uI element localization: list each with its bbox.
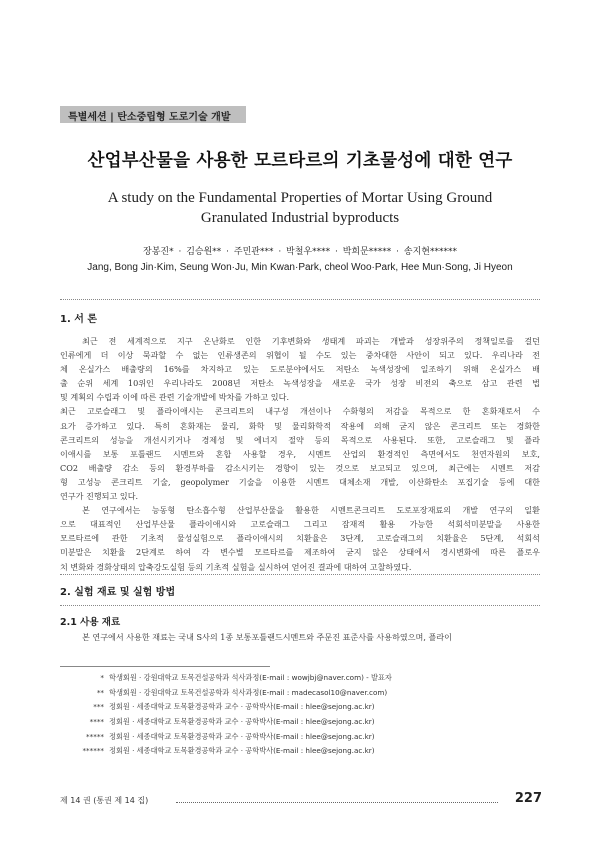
footnote-divider bbox=[60, 666, 270, 667]
section-tag-label: 특별세션 | 탄소중립형 도로기술 개발 bbox=[68, 112, 231, 123]
body-line: 이애시를 보통 포틀랜드 시멘트와 혼합 사용할 경우, 시멘트 산업의 환경적인 측면에서도 천연자원의 보호, bbox=[60, 448, 540, 459]
section-divider bbox=[60, 299, 540, 300]
body-line: CO2 배출량 감소 등의 환경부하를 감소시키는 경향이 있는 것으로 보고되고 있으며, 최근에는 시멘트 저감 bbox=[60, 462, 540, 473]
methods-heading: 2. 실험 재료 및 실험 방법 bbox=[60, 587, 176, 598]
body-line: 모르타르에 관한 기초적 물성실험으로 플라이애시의 치환율은 3단계, 고로슬래그의 치환율은 5단계, 석회석 bbox=[60, 533, 540, 544]
body-line: 및 계획의 수립과 이에 따른 관련 기술개발에 박차를 가하고 있다. bbox=[60, 392, 290, 403]
footnote: ** 학생회원 · 강원대학교 토목건설공학과 석사과정(E-mail : madecasol10@naver.com) bbox=[96, 687, 388, 697]
materials-heading: 2.1 사용 재료 bbox=[60, 617, 121, 628]
section-divider bbox=[60, 574, 540, 575]
page-number: 227 bbox=[514, 791, 542, 806]
body-line: 인류에게 더 이상 묵과할 수 없는 인류생존의 위협이 될 수도 있는 중차대한 사안이 되고 있다. 우리나라 전 bbox=[60, 350, 540, 361]
body-line: 본 연구에서는 능동형 탄소흡수형 산업부산물을 활용한 시멘트콘크리트 도로포장재료의 개발 연구의 일환 bbox=[82, 505, 540, 516]
materials-body bbox=[60, 630, 540, 644]
body-line: 으로 대표적인 산업부산물 플라이애시와 고로슬래그 그리고 잠재적 활용 가능한 석회석미분말을 사용한 bbox=[60, 519, 540, 530]
body-line: 출 순위 세계 10위인 우리나라도 2008년 저탄소 녹색성장을 새로운 국가 성장 비전의 축으로 삼고 관련 법 bbox=[60, 378, 540, 389]
body-line: 최근 전 세계적으로 지구 온난화로 인한 기후변화와 생태계 파괴는 개발과 성장위주의 정책일로를 걸던 bbox=[82, 336, 540, 346]
footnote: * 학생회원 · 강원대학교 토목건설공학과 석사과정(E-mail : wowjbj@naver.com) - 발표자 bbox=[100, 673, 392, 682]
body-line: 치 변화와 경화상태의 압축강도실험 등의 기초적 실험을 실시하여 얻어진 결과에 대하여 고찰하였다. bbox=[60, 561, 412, 572]
footnote: ****** 정회원 · 세종대학교 토목환경공학과 교수 · 공학박사(E-mail : hlee@sejong.ac.kr) bbox=[82, 746, 375, 756]
body-line: 체 온실가스 배출량의 16%를 차지하고 있는 도로분야에서도 저탄소 녹색성장에 일조하기 위해 온실가스 배 bbox=[60, 364, 540, 375]
body-line: 미분말은 치환율 2단계로 하여 각 변수별 모르타르를 제조하여 굳지 않은 상태에서 경시변화에 따른 플로우 bbox=[60, 547, 540, 558]
intro-body bbox=[60, 334, 540, 574]
authors-english: Jang, Bong Jin·Kim, Seung Won·Ju, Min Kwan·Park, cheol Woo·Park, Hee Mun·Song, Ji Hyeon bbox=[87, 262, 513, 273]
section-tag bbox=[60, 106, 246, 123]
footnote: *** 정회원 · 세종대학교 토목환경공학과 교수 · 공학박사(E-mail : hlee@sejong.ac.kr) bbox=[93, 702, 375, 712]
journal-volume: 제 14 권 (통권 제 14 집) bbox=[60, 796, 149, 805]
title-english-line-2: Granulated Industrial byproducts bbox=[200, 210, 400, 226]
authors-korean: 장봉진* · 김승원** · 주민관*** · 박철우**** · 박희문***** · 송지현****** bbox=[143, 247, 457, 257]
title-korean: 산업부산물을 사용한 모르타르의 기초물성에 대한 연구 bbox=[87, 151, 513, 171]
body-line: 형 고성능 콘크리트 기술, geopolymer 기술을 이용한 시멘트 대체소재 개발, 이산화탄소 포집기술 등에 대한 bbox=[60, 476, 540, 487]
author-footnotes bbox=[78, 671, 498, 759]
footer-leader-dots bbox=[176, 802, 498, 803]
intro-heading: 1. 서 론 bbox=[60, 314, 98, 325]
body-line: 최근 고로슬래그 및 플라이애시는 콘크리트의 내구성 개선이나 수화형의 저감을 목적으로 한 혼화재로서 수 bbox=[60, 406, 540, 417]
title-english-line-1: A study on the Fundamental Properties of Mortar Using Ground bbox=[107, 190, 493, 206]
body-line: 요가 증가하고 있다. 특히 혼화재는 물리, 화학 및 물리화학적 작용에 의해 굳지 않은 콘크리트 또는 경화한 bbox=[60, 420, 540, 431]
body-line: 연구가 진행되고 있다. bbox=[60, 491, 139, 502]
footnote: ***** 정회원 · 세종대학교 토목환경공학과 교수 · 공학박사(E-mail : hlee@sejong.ac.kr) bbox=[86, 731, 375, 741]
section-divider bbox=[60, 605, 540, 606]
body-line: 콘크리트의 성능을 개선시키거나 경제성 및 에너지 절약 등의 목적으로 사용된다. 또한, 고로슬래그 및 플라 bbox=[60, 434, 540, 445]
body-line: 본 연구에서 사용한 재료는 국내 S사의 1종 보통포틀랜드시멘트와 주문진 표준사를 사용하였으며, 플라이 bbox=[82, 632, 452, 642]
footnote: **** 정회원 · 세종대학교 토목환경공학과 교수 · 공학박사(E-mail : hlee@sejong.ac.kr) bbox=[89, 717, 375, 727]
